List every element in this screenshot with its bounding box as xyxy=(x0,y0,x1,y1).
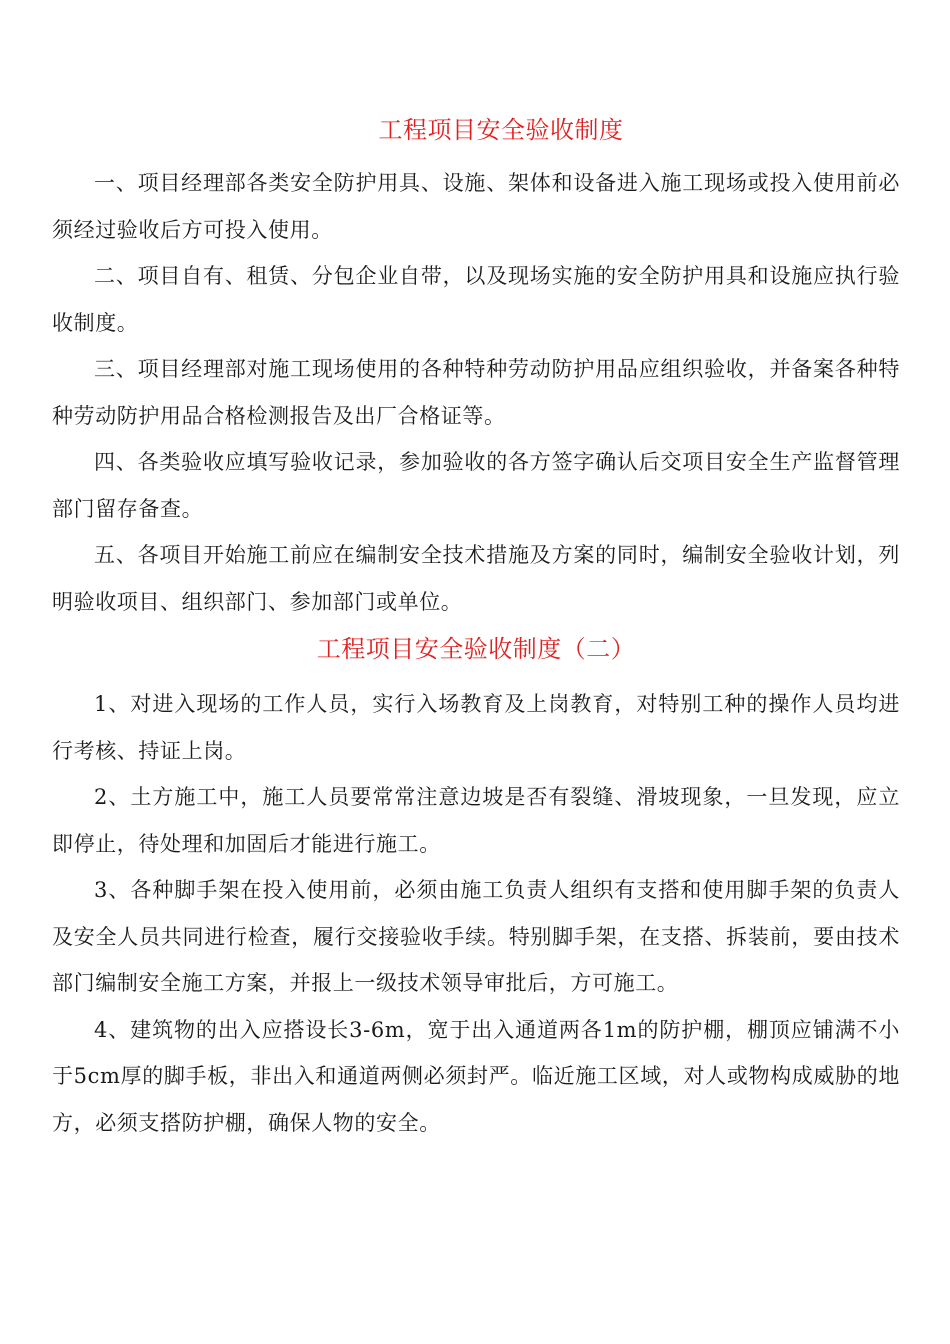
document-page xyxy=(52,108,900,1146)
paragraph: 2、土方施工中，施工人员要常常注意边坡是否有裂缝、滑坡现象，一旦发现，应立即停止，待处理和加固后才能进行施工。 xyxy=(52,785,900,856)
section-one xyxy=(52,160,900,625)
paragraph: 四、各类验收应填写验收记录，参加验收的各方签字确认后交项目安全生产监督管理部门留存备查。 xyxy=(52,450,900,521)
paragraph: 一、项目经理部各类安全防护用具、设施、架体和设备进入施工现场或投入使用前必须经过验收后方可投入使用。 xyxy=(52,171,900,242)
paragraph: 三、项目经理部对施工现场使用的各种特种劳动防护用品应组织验收，并备案各种特种劳动防护用品合格检测报告及出厂合格证等。 xyxy=(52,357,900,428)
document-title: 工程项目安全验收制度 xyxy=(378,116,624,144)
paragraph: 1、对进入现场的工作人员，实行入场教育及上岗教育，对特别工种的操作人员均进行考核、持证上岗。 xyxy=(52,692,900,763)
paragraph: 4、建筑物的出入应搭设长3-6m，宽于出入通道两各1m的防护棚，棚顶应铺满不小于5cm厚的脚手板，非出入和通道两侧必须封严。临近施工区域，对人或物构成威胁的地方，必须支搭防护棚，确保人物的安全。 xyxy=(52,1017,900,1135)
section-title: 工程项目安全验收制度（二） xyxy=(316,635,636,663)
section-two xyxy=(52,681,900,1146)
paragraph: 3、各种脚手架在投入使用前，必须由施工负责人组织有支搭和使用脚手架的负责人及安全人员共同进行检查，履行交接验收手续。特别脚手架，在支搭、拆装前，要由技术部门编制安全施工方案，并报上一级技术领导审批后，方可施工。 xyxy=(52,878,900,995)
paragraph: 五、各项目开始施工前应在编制安全技术措施及方案的同时，编制安全验收计划，列明验收项目、组织部门、参加部门或单位。 xyxy=(52,543,900,614)
paragraph: 二、项目自有、租赁、分包企业自带，以及现场实施的安全防护用具和设施应执行验收制度。 xyxy=(52,264,900,335)
